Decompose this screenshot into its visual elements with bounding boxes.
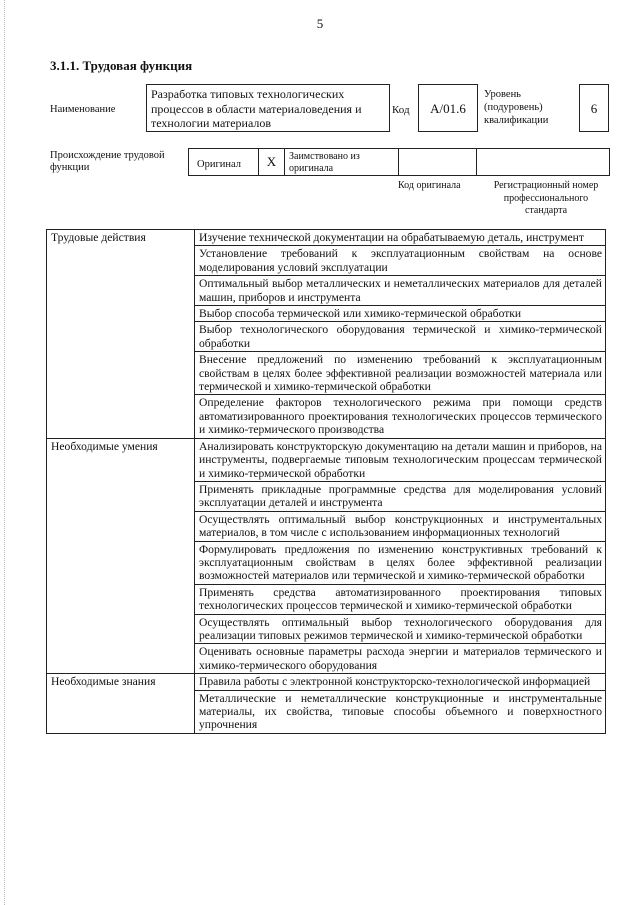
- section-item: Правила работы с электронной конструкторско-технологической информацией: [195, 674, 606, 690]
- level-label: Уровень (подуровень) квалификации: [484, 89, 549, 126]
- origin-label: Происхождение трудовой функции: [50, 150, 165, 173]
- section-item: Определение факторов технологического режима при помощи средств автоматизированного проектирования технологических процессов термического и химико-термического производства: [195, 395, 606, 438]
- original-code-caption: Код оригинала: [398, 180, 461, 191]
- section-item: Осуществлять оптимальный выбор технологического оборудования для реализации типовых режимов термической и химико-термической обработки: [195, 614, 606, 644]
- function-details-table: [46, 229, 606, 734]
- section-item: Оптимальный выбор металлических и неметаллических материалов для деталей машин, приборов и инструмента: [195, 276, 606, 306]
- section-heading: Необходимые умения: [47, 438, 195, 674]
- origin-row: [188, 148, 610, 176]
- page-margin-marks: [4, 0, 13, 905]
- page-number: 5: [316, 16, 324, 31]
- section-item: Металлические и неметаллические конструкционные и инструментальные материалы, их свойства, типовые способы объемного и поверхностного упрочнения: [195, 690, 606, 733]
- section-item: Внесение предложений по изменению требований к эксплуатационным свойствам в целях более эффективной реализации возможностей материала или термической и химико-термической обработки: [195, 352, 606, 395]
- original-code-cell: [399, 149, 477, 175]
- section-item: Применять средства автоматизированного проектирования типовых технологических процессов термической и химико-термической обработки: [195, 584, 606, 614]
- section-item: Выбор технологического оборудования термической и химико-термической обработки: [195, 322, 606, 352]
- registration-number-cell: [477, 149, 609, 175]
- section-heading: Трудовые действия: [47, 230, 195, 439]
- section-item: Изучение технической документации на обрабатываемую деталь, инструмент: [195, 230, 606, 246]
- table-row: [47, 438, 606, 481]
- function-code-box: А/01.6: [418, 84, 478, 132]
- section-item: Выбор способа термической или химико-термической обработки: [195, 306, 606, 322]
- function-name-box: Разработка типовых технологических процессов в области материаловедения и технологии материалов: [146, 84, 390, 132]
- section-item: Оценивать основные параметры расхода энергии и материалов термического и химико-термического оборудования: [195, 644, 606, 674]
- section-item: Установление требований к эксплуатационным свойствам на основе моделирования условий эксплуатации: [195, 246, 606, 276]
- table-row: [47, 674, 606, 690]
- name-label: Наименование: [50, 104, 116, 115]
- qualification-level-box: 6: [579, 84, 609, 132]
- section-item: Осуществлять оптимальный выбор конструкционных и инструментальных материалов, в том числе с использованием информационных технологий: [195, 511, 606, 541]
- section-heading: Необходимые знания: [47, 674, 195, 734]
- table-row: [47, 230, 606, 246]
- code-label: Код: [392, 104, 410, 116]
- borrowed-label: Заимствовано из оригинала: [285, 149, 399, 175]
- section-item: Формулировать предложения по изменению конструктивных требований к эксплуатационным свойствам в целях более эффективной реализации возможностей материалов или термической и химико-термической обработки: [195, 541, 606, 584]
- registration-number-caption: Регистрационный номер профессионального стандарта: [493, 180, 599, 216]
- original-mark: X: [259, 149, 285, 175]
- section-title: 3.1.1. Трудовая функция: [50, 58, 193, 73]
- section-item: Анализировать конструкторскую документацию на детали машин и приборов, на инструменты, подвергаемые типовым технологическим процессам термической и химико-термической обработки: [195, 438, 606, 481]
- original-label: Оригинал: [189, 149, 259, 175]
- section-item: Применять прикладные программные средства для моделирования условий эксплуатации деталей и инструмента: [195, 481, 606, 511]
